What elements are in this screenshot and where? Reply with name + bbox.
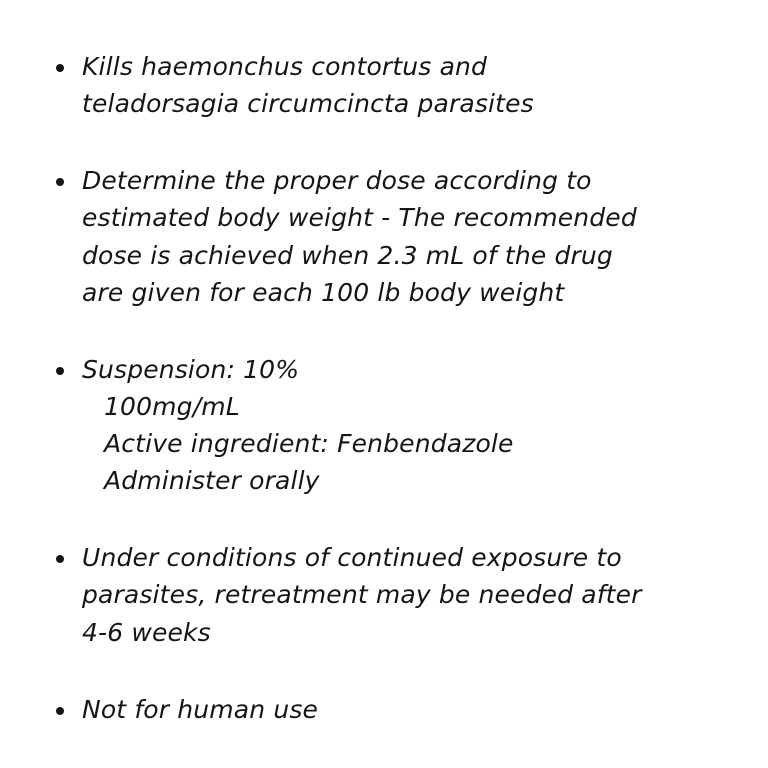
bullet-dot [56,178,64,186]
bullet-3-detail-1: 100mg/mL [104,392,240,421]
bullet-dot [56,367,64,375]
bullet-4-line-2: parasites, retreatment may be needed after [82,580,642,609]
bullet-4-line-3: 4-6 weeks [82,618,211,647]
bullet-dot [56,555,64,563]
bullet-2-line-4: are given for each 100 lb body weight [82,278,565,307]
bullet-3-line-1: Suspension: 10% [82,355,300,384]
bullet-2-line-2: estimated body weight - The recommended [82,203,637,232]
bullet-1-line-2: teladorsagia circumcincta parasites [82,89,534,118]
bullet-1-line-1: Kills haemonchus contortus and [82,52,488,81]
bullet-3-detail-3: Administer orally [104,466,320,495]
bullet-3-detail-2: Active ingredient: Fenbendazole [104,429,514,458]
bullet-5-line-1: Not for human use [82,695,319,724]
bullet-2-line-3: dose is achieved when 2.3 mL of the drug [82,241,613,270]
bullet-dot [56,64,64,72]
bullet-4-line-1: Under conditions of continued exposure to [82,543,622,572]
bullet-2-line-1: Determine the proper dose according to [82,166,592,195]
bullet-dot [56,707,64,715]
